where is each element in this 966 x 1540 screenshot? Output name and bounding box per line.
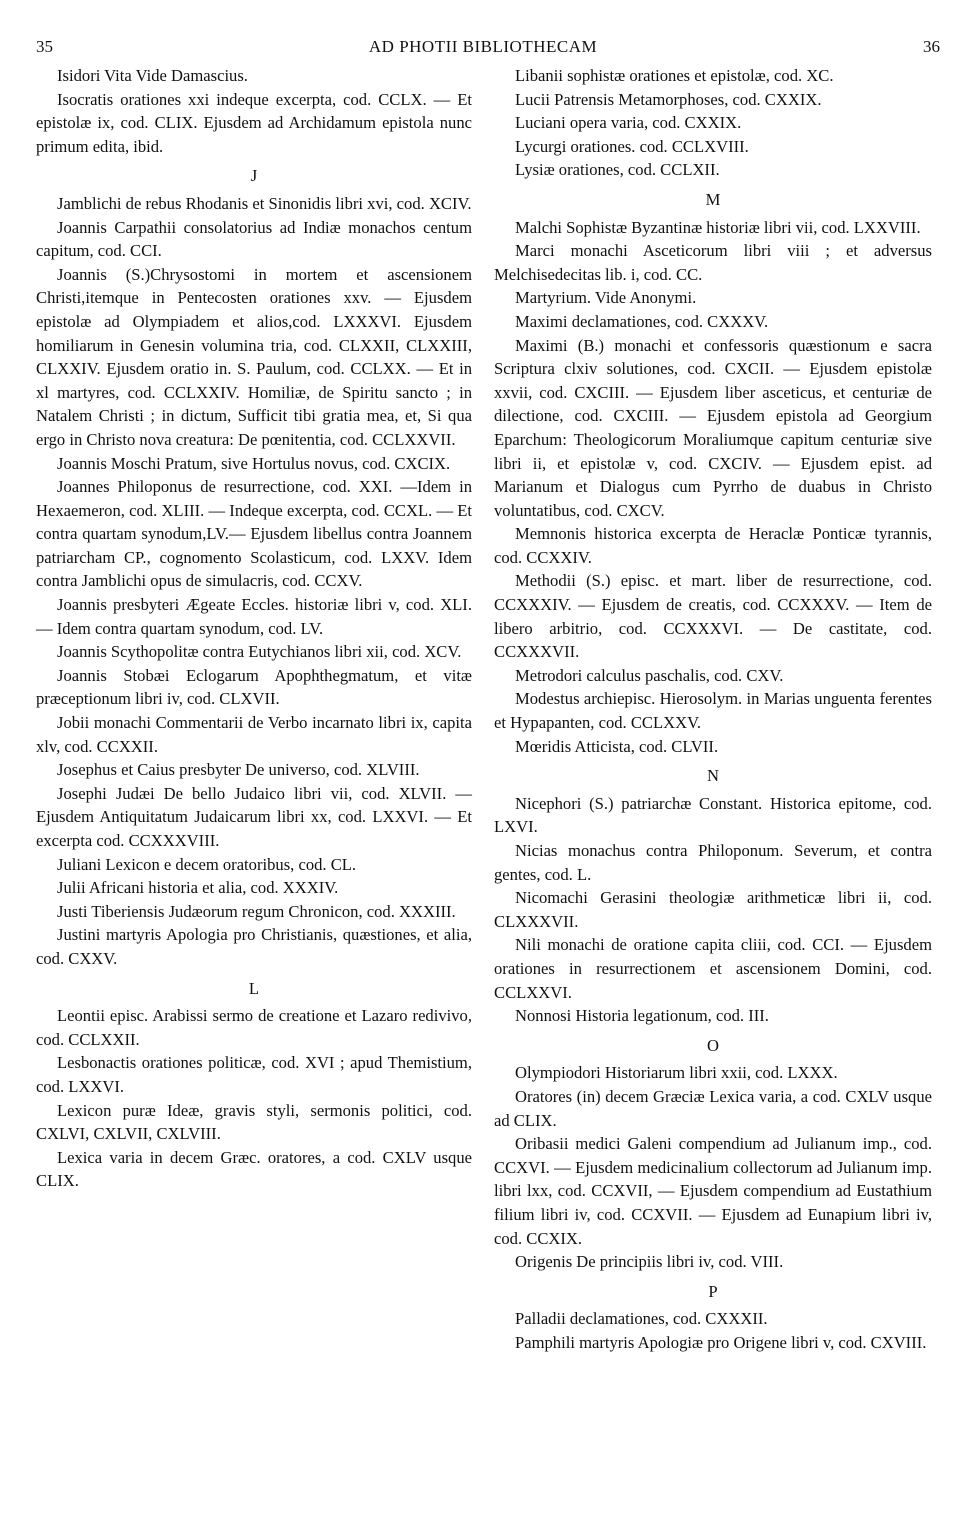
index-entry: Joannis Stobæi Eclogarum Apophthegmatum, et vitæ præceptionum libri iv, cod. CLXVII. bbox=[36, 665, 472, 709]
index-entry: Maximi (B.) monachi et confessoris quæstionum e sacra Scriptura clxiv solutiones, cod. CXCII. — Ejusdem epistolæ xxvii, cod. CXCIII. — Ejusdem liber asceticus, et centuriæ de dilectione, cod. CXCIII. — Ejusdem epistola ad Georgium Eparchum: Theologicorum Moraliumque capitum centuriæ sive libri ii, et epistolæ v, cod. CXCIV. — Ejusdem epist. ad Marianum et Dialogus cum Pyrrho de duabus in Christo voluntatibus, cod. CXCV. bbox=[494, 335, 932, 520]
index-entry: Modestus archiepisc. Hierosolym. in Marias unguenta ferentes et Hypapanten, cod. CCLXXV. bbox=[494, 689, 932, 733]
index-column-left bbox=[36, 64, 472, 1193]
index-entry: Malchi Sophistæ Byzantinæ historiæ libri vii, cod. LXXVIII. bbox=[515, 217, 921, 237]
index-entry: Mœridis Atticista, cod. CLVII. bbox=[515, 736, 719, 756]
index-entry: Luciani opera varia, cod. CXXIX. bbox=[515, 113, 742, 133]
index-entry: Lexica varia in decem Græc. oratores, a cod. CXLV usque CLIX. bbox=[36, 1147, 472, 1191]
index-entry: Libanii sophistæ orationes et epistolæ, cod. XC. bbox=[515, 66, 834, 85]
index-entry: Memnonis historica excerpta de Heraclæ Ponticæ tyrannis, cod. CCXXIV. bbox=[494, 524, 932, 567]
index-entry: Joannis (S.)Chrysostomi in mortem et ascensionem Christi,itemque in Pentecosten orationes xxv. — Ejusdem epistolæ ad Olympiadem et alios,cod. LXXXVI. Ejusdem homiliarum in Genesin volumina tria, cod. CLXXII, CLXXIII, CLXXIV. Ejusdem oratio in. S. Paulum, cod. CCLXX. — Et in xl martyres, cod. CCLXXIV. Homiliæ, de Spiritu sancto ; in Natalem Christi ; in dictum, Sufficit tibi gratia mea, et, Si qua ergo in Christo nova creatura: De pœnitentia, cod. CCLXXVII. bbox=[36, 264, 472, 449]
index-entry: Isocratis orationes xxi indeque excerpta, cod. CCLX. — Et epistolæ ix, cod. CLIX. Ejusdem ad Archidamum epistola nunc primum edita, ibid. bbox=[36, 89, 472, 156]
index-entry: Josephus et Caius presbyter De universo, cod. XLVIII. bbox=[57, 760, 420, 780]
index-entry: Jobii monachi Commentarii de Verbo incarnato libri ix, capita xlv, cod. CCXXII. bbox=[36, 713, 472, 756]
index-entry: Pamphili martyris Apologiæ pro Origene libri v, cod. CXVIII. bbox=[515, 1332, 927, 1352]
index-entry: Lexicon puræ Ideæ, gravis styli, sermonis politici, cod. CXLVI, CXLVII, CXLVIII. bbox=[36, 1100, 472, 1144]
page-number-right: 36 bbox=[923, 37, 940, 56]
index-entry: Marci monachi Asceticorum libri viii ; et adversus Melchisedecitas lib. i, cod. CC. bbox=[494, 241, 932, 284]
index-entry: Lesbonactis orationes politicæ, cod. XVI ; apud Themistium, cod. LXXVI. bbox=[36, 1053, 472, 1096]
section-letter: N bbox=[707, 766, 719, 786]
section-letter: M bbox=[705, 189, 721, 209]
index-entry: Jamblichi de rebus Rhodanis et Sinonidis libri xvi, cod. XCIV. bbox=[57, 193, 472, 213]
index-entry: Nonnosi Historia legationum, cod. III. bbox=[515, 1006, 769, 1026]
index-entry: Oratores (in) decem Græciæ Lexica varia, a cod. CXLV usque ad CLIX. bbox=[494, 1086, 932, 1130]
index-entry: Origenis De principiis libri iv, cod. VIII. bbox=[515, 1252, 784, 1272]
index-entry: Joannes Philoponus de resurrectione, cod. XXI. —Idem in Hexaemeron, cod. XLIII. — Indeque excerpta, cod. CCXL. — Et contra quartam synodum,LV.— Ejusdem libellus contra Joannem patriarcham CP., cognomento Scolasticum, cod. LXXV. Idem contra Jamblichi opus de simulacris, cod. CCXV. bbox=[36, 477, 472, 591]
index-entry: Isidori Vita Vide Damascius. bbox=[57, 66, 248, 85]
index-entry: Julii Africani historia et alia, cod. XXXIV. bbox=[57, 878, 339, 898]
index-entry: Joannis Carpathii consolatorius ad Indiæ monachos centum capitum, cod. CCI. bbox=[36, 217, 472, 261]
index-entry: Nicephori (S.) patriarchæ Constant. Historica epitome, cod. LXVI. bbox=[494, 793, 932, 837]
index-entry: Josephi Judæi De bello Judaico libri vii, cod. XLVII. — Ejusdem Antiquitatum Judaicarum libri xx, cod. LXXVI. — Et excerpta cod. CCXXXVIII. bbox=[36, 783, 472, 850]
index-entry: Palladii declamationes, cod. CXXXII. bbox=[515, 1309, 768, 1329]
index-entry: Justi Tiberiensis Judæorum regum Chronicon, cod. XXXIII. bbox=[57, 901, 456, 921]
index-entry: Oribasii medici Galeni compendium ad Julianum imp., cod. CCXVI. — Ejusdem medicinalium collectorum ad Julianum imp. libri lxx, cod. CCXVII, — Ejusdem compendium ad Eustathium filium libri iv, cod. CCXVII. — Ejusdem ad Eunapium libri iv, cod. CCXIX. bbox=[494, 1134, 932, 1248]
running-title: AD PHOTII BIBLIOTHECAM bbox=[368, 37, 598, 56]
running-header bbox=[0, 34, 966, 60]
index-entry: Maximi declamationes, cod. CXXXV. bbox=[515, 311, 769, 331]
page-number-left: 35 bbox=[36, 37, 53, 56]
index-entry: Nicomachi Gerasini theologiæ arithmeticæ libri ii, cod. CLXXXVII. bbox=[494, 888, 932, 931]
section-letter: L bbox=[248, 978, 260, 998]
index-entry: Lucii Patrensis Metamorphoses, cod. CXXIX. bbox=[515, 89, 822, 109]
section-letter: J bbox=[250, 166, 258, 186]
index-entry: Justini martyris Apologia pro Christianis, quæstiones, et alia, cod. CXXV. bbox=[36, 925, 472, 968]
index-entry: Lysiæ orationes, cod. CCLXII. bbox=[515, 160, 720, 180]
section-letter: P bbox=[708, 1281, 718, 1301]
index-entry: Martyrium. Vide Anonymi. bbox=[515, 288, 697, 308]
index-entry: Nili monachi de oratione capita cliii, cod. CCI. — Ejusdem orationes in resurrectionem et ascensionem Domini, cod. CCLXXVI. bbox=[494, 935, 932, 1002]
index-entry: Leontii episc. Arabissi sermo de creatione et Lazaro redivivo, cod. CCLXXII. bbox=[36, 1006, 472, 1049]
index-entry: Joannis presbyteri Ægeate Eccles. historiæ libri v, cod. XLI. — Idem contra quartam synodum, cod. LV. bbox=[36, 595, 472, 638]
index-column-right bbox=[494, 64, 932, 1354]
index-entry: Juliani Lexicon e decem oratoribus, cod. CL. bbox=[57, 854, 357, 874]
index-entry: Nicias monachus contra Philoponum. Severum, et contra gentes, cod. L. bbox=[494, 841, 932, 884]
index-entry: Joannis Scythopolitæ contra Eutychianos libri xii, cod. XCV. bbox=[57, 642, 462, 662]
index-entry: Methodii (S.) episc. et mart. liber de resurrectione, cod. CCXXXIV. — Ejusdem de creatis, cod. CCXXXV. — Item de libero arbitrio, cod. CCXXXVI. — De castitate, cod. CCXXXVII. bbox=[494, 571, 932, 662]
index-entry: Joannis Moschi Pratum, sive Hortulus novus, cod. CXCIX. bbox=[57, 453, 451, 473]
index-entry: Metrodori calculus paschalis, cod. CXV. bbox=[515, 665, 784, 685]
section-letter: O bbox=[707, 1035, 719, 1055]
index-entry: Lycurgi orationes. cod. CCLXVIII. bbox=[515, 136, 749, 156]
index-entry: Olympiodori Historiarum libri xxii, cod. LXXX. bbox=[515, 1063, 838, 1083]
